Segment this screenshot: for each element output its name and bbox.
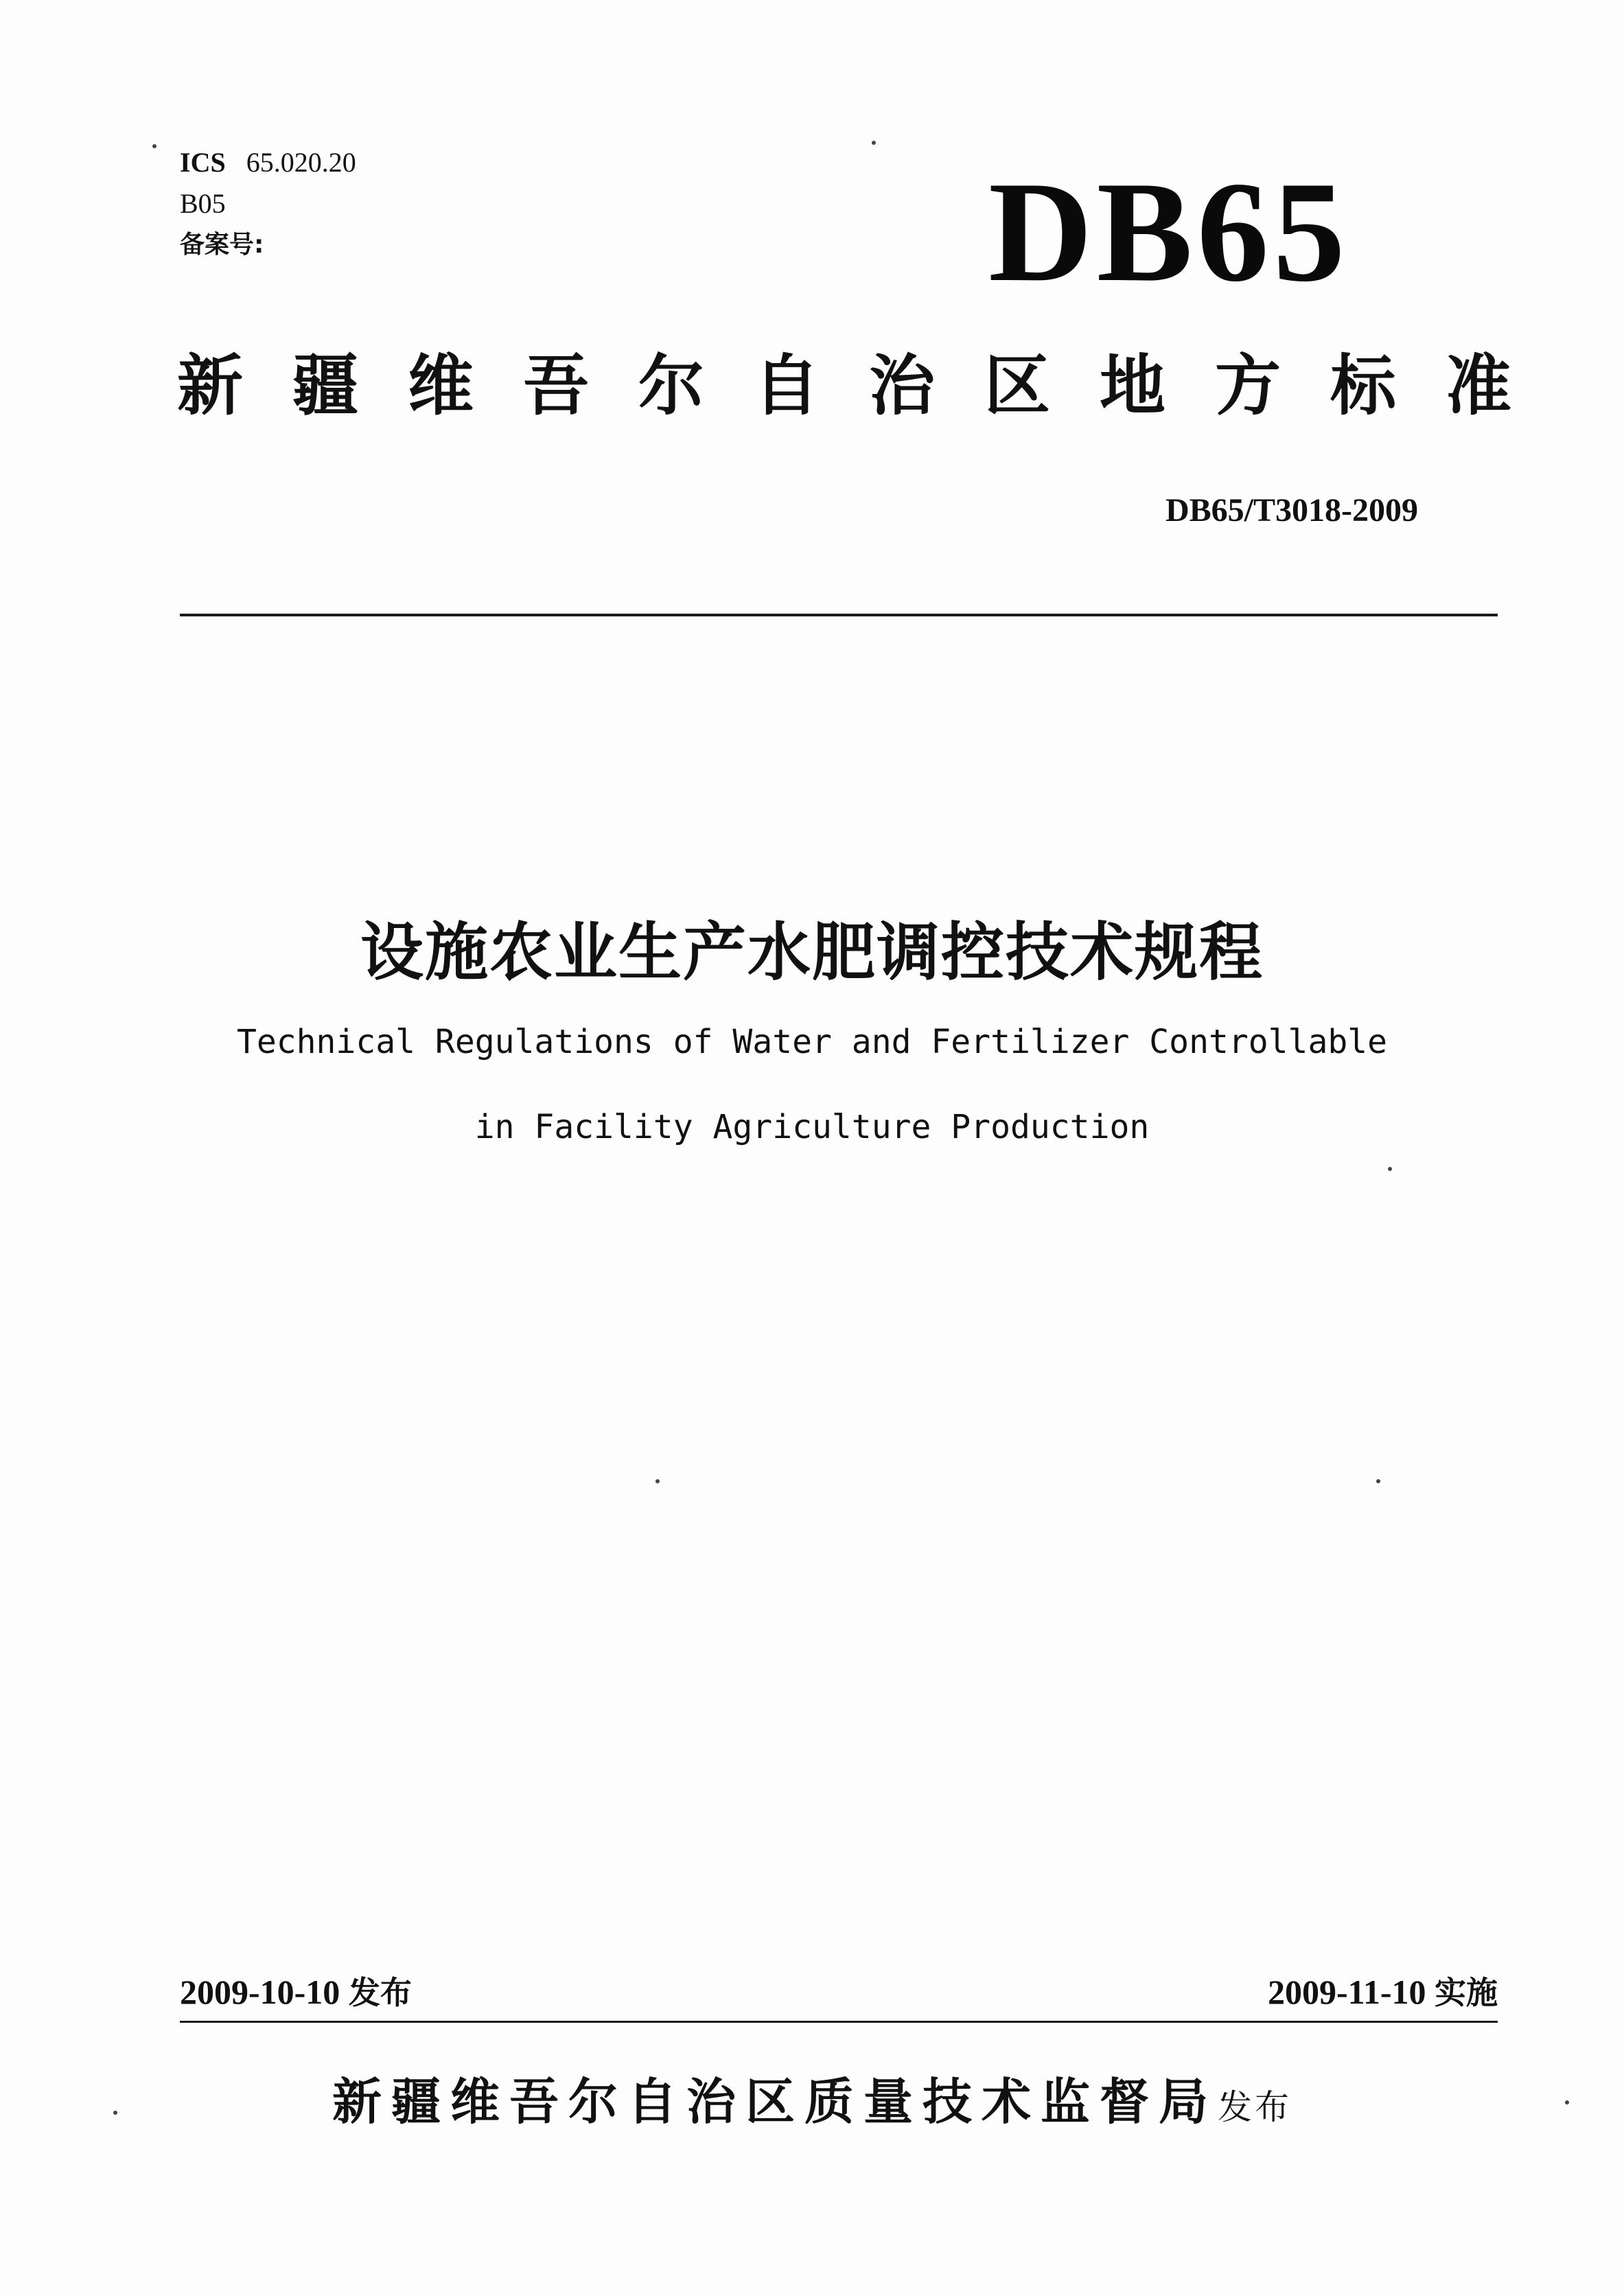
issuer-name: 新疆维吾尔自治区质量技术监督局 xyxy=(332,2073,1218,2131)
ics-line xyxy=(180,143,356,183)
scan-speck xyxy=(1565,2100,1569,2104)
standard-logo: DB65 xyxy=(988,152,1349,312)
top-divider xyxy=(180,614,1498,616)
scan-speck xyxy=(872,141,876,145)
bottom-divider xyxy=(180,2021,1498,2023)
effective-date xyxy=(1268,1970,1498,2015)
effective-date-label: 实施 xyxy=(1435,1974,1498,2011)
scan-speck xyxy=(113,2111,117,2115)
issuing-authority xyxy=(0,2067,1624,2142)
issue-date xyxy=(180,1970,412,2015)
scan-speck xyxy=(152,144,156,148)
issue-date-label: 发布 xyxy=(348,1974,412,2011)
ics-label: ICS xyxy=(180,147,226,178)
classification-code: B05 xyxy=(180,188,226,219)
title-english-line-2: in Facility Agriculture Production xyxy=(474,1108,1150,1146)
scan-speck xyxy=(1388,1167,1392,1171)
scan-speck xyxy=(656,1479,660,1483)
scan-speck xyxy=(1376,1479,1380,1483)
title-chinese: 设施农业生产水肥调控技术规程 xyxy=(360,916,1264,989)
effective-date-value: 2009-11-10 xyxy=(1267,1973,1426,2011)
issuer-suffix: 发布 xyxy=(1218,2087,1292,2127)
issue-date-value: 2009-10-10 xyxy=(180,1973,340,2011)
standard-type-heading: 新疆维吾尔自治区地方标准 xyxy=(177,347,1561,424)
standard-number: DB65/T3018-2009 xyxy=(1165,492,1418,529)
ics-code: 65.020.20 xyxy=(246,147,356,178)
title-english-line-1: Technical Regulations of Water and Fertilizer Controllable xyxy=(236,1023,1388,1061)
record-number-label: 备案号: xyxy=(180,231,264,259)
